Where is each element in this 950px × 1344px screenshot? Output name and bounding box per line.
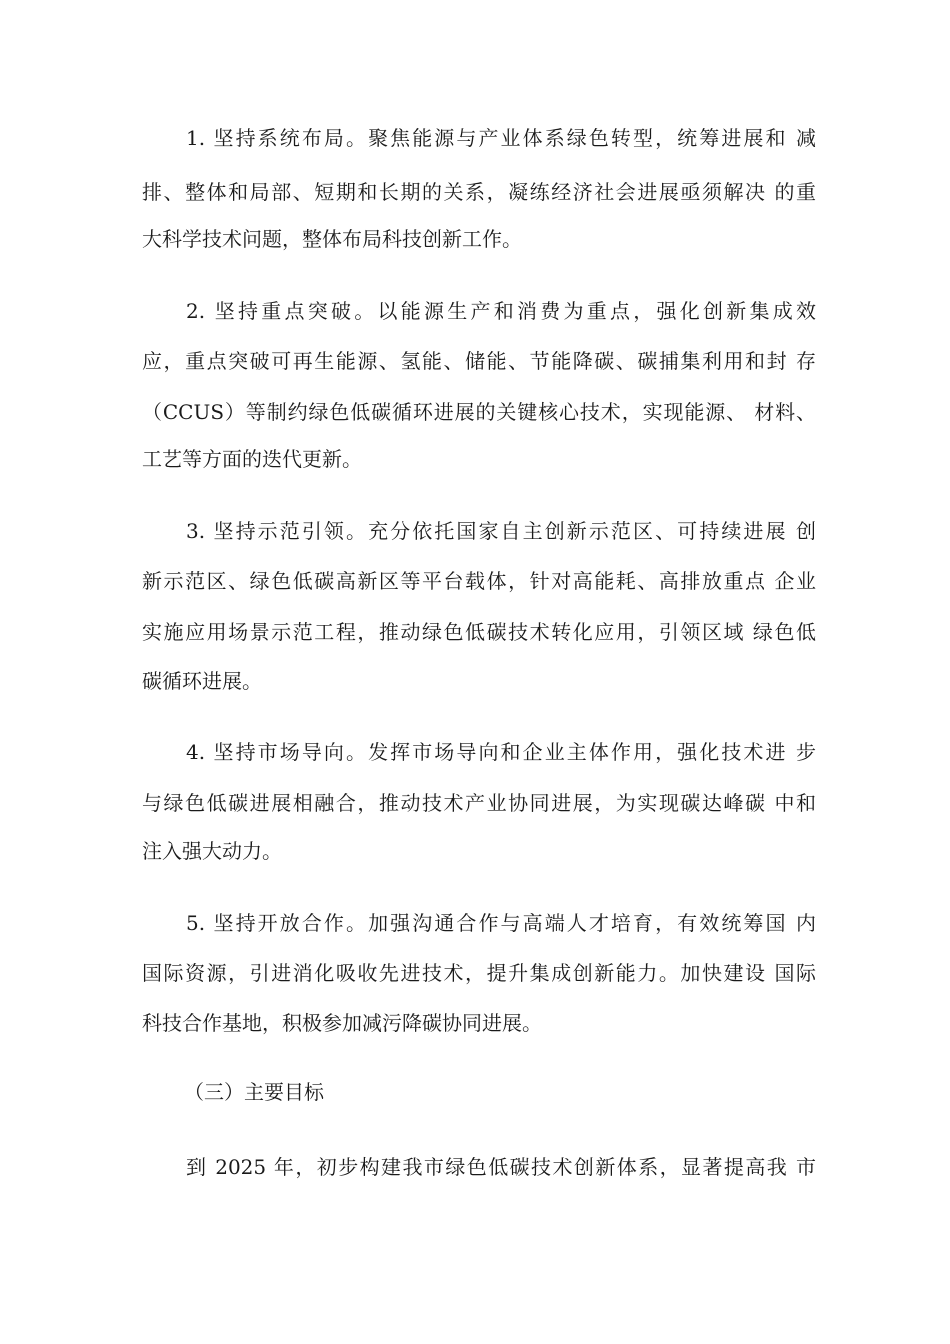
paragraph-3-line-3: 实施应用场景示范工程，推动绿色低碳技术转化应用，引领区域 绿色低 <box>142 620 816 644</box>
paragraph-4-line-1: 4. 坚持市场导向。发挥市场导向和企业主体作用，强化技术进 步 <box>186 740 816 764</box>
paragraph-2-line-3: （CCUS）等制约绿色低碳循环进展的关键核心技术，实现能源、 材料、 <box>142 400 816 424</box>
paragraph-3-line-1: 3. 坚持示范引领。充分依托国家自主创新示范区、可持续进展 创 <box>186 519 816 543</box>
paragraph-3-line-2: 新示范区、绿色低碳高新区等平台载体，针对高能耗、高排放重点 企业 <box>142 569 816 593</box>
paragraph-5-line-2: 国际资源，引进消化吸收先进技术，提升集成创新能力。加快建设 国际 <box>142 961 816 985</box>
paragraph-1-line-1: 1. 坚持系统布局。聚焦能源与产业体系绿色转型，统筹进展和 减 <box>186 126 816 150</box>
paragraph-4-line-3: 注入强大动力。 <box>142 839 282 863</box>
paragraph-2-line-2: 应，重点突破可再生能源、氢能、储能、节能降碳、碳捕集利用和封 存 <box>142 349 816 373</box>
paragraph-2-line-4: 工艺等方面的迭代更新。 <box>142 447 362 471</box>
paragraph-4-line-2: 与绿色低碳进展相融合，推动技术产业协同进展，为实现碳达峰碳 中和 <box>142 791 816 815</box>
section-heading: （三）主要目标 <box>184 1080 324 1104</box>
paragraph-1-line-3: 大科学技术问题，整体布局科技创新工作。 <box>142 227 522 251</box>
goal-paragraph-line-1: 到 2025 年，初步构建我市绿色低碳技术创新体系，显著提高我 市 <box>186 1155 816 1179</box>
paragraph-1-line-2: 排、整体和局部、短期和长期的关系，凝练经济社会进展亟须解决 的重 <box>142 180 816 204</box>
paragraph-3-line-4: 碳循环进展。 <box>142 669 262 693</box>
paragraph-5-line-3: 科技合作基地，积极参加减污降碳协同进展。 <box>142 1011 542 1035</box>
paragraph-2-line-1: 2. 坚持重点突破。以能源生产和消费为重点，强化创新集成效 <box>186 299 816 323</box>
paragraph-5-line-1: 5. 坚持开放合作。加强沟通合作与高端人才培育，有效统筹国 内 <box>186 911 816 935</box>
